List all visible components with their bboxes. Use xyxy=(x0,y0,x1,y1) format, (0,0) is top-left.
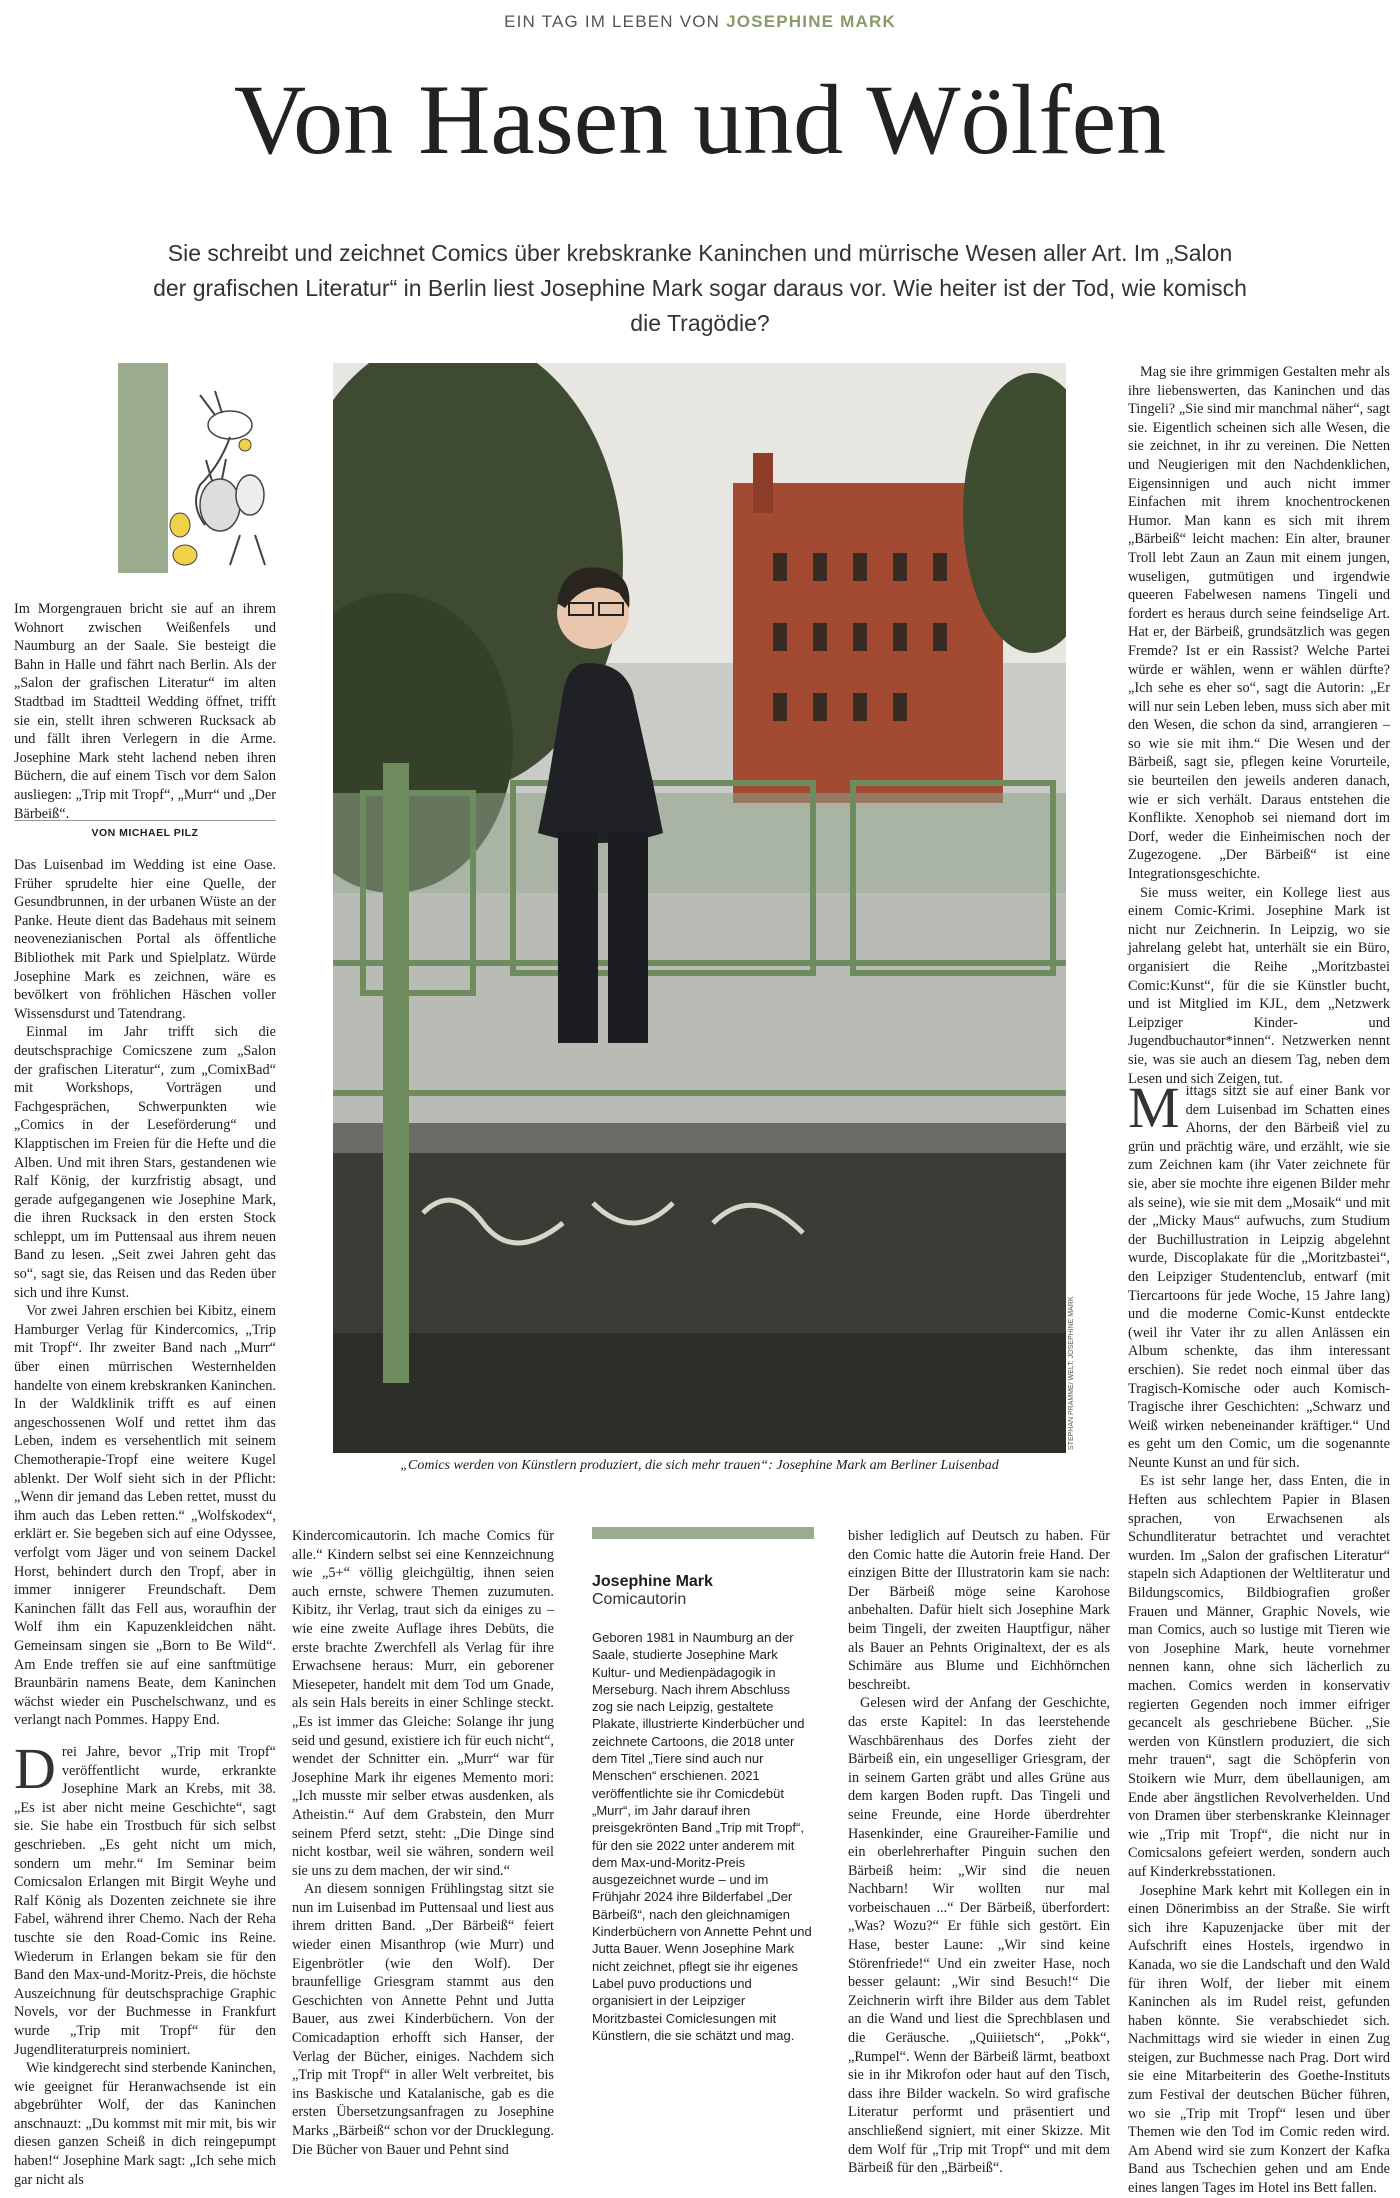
photo-credit: STEPHAN PRAMME/ WELT; JOSEPHINE MARK xyxy=(1068,1296,1075,1450)
paragraph: Mittags sitzt sie auf einer Bank vor dem Luisenbad im Schatten eines Ahorns, der den Bärbeiß viel zu grün und prächtig wäre, und erzählt, wie sie zum Zeichnen kam (ihr Vater zeichnete für sie, aber sie mochte ihre eigenen Bilder mehr als seine), wie sie mit dem „Mosaik“ und mit der „Micky Maus“ aufwuchs, zum Studium der Buchillustration in Leipzig abgelehnt wurde, Discoplakate für die „Moritzbastei“, den Leipziger Studentenclub, entwarf (mit Tiercartoons für jede Woche, 15 Jahre lang) und die moderne Comic-Kunst entdeckte (weil ihr Vater ihr zu allen Anlässen ein Album schenkte, das ihm interessant erschien). Sie redet noch einmal über das Tragisch-Komische oder auch Komisch-Tragische ihrer Geschichten: „Schwarz und Weiß wirken nebeneinander kräftiger.“ Und es geht um den Comic, um die sogenannte Neunte Kunst an und für sich. xyxy=(1128,1075,1390,1471)
info-box-role: Comicautorin xyxy=(592,1591,687,1608)
paragraph: Das Luisenbad im Wedding ist eine Oase. Früher sprudelte hier eine Quelle, der Gesundbrunnen, in der urbanen Wüste an der Panke. Heute dient das Badehaus mit seinem neovenezianischen Portal als öffentliche Bibliothek mit Park und Spielplatz. Würde Josephine Mark es zeichnen, wäre es bevölkert von fröhlichen Häschen voller Wissensdurst und Tatendrang. xyxy=(14,857,276,1022)
paragraph: Einmal im Jahr trifft sich die deutschsprachige Comicszene zum „Salon der grafischen Literatur“, zum „ComixBad“ mit Workshops, Vorträgen und Fachgesprächen, Schwerpunkten wie „Comics in der Leseförderung“ und Klapptischen im Freien für die Hefte und die Alben. Und mit ihren Stars, gestandenen wie Ralf König, der kurzfristig absagt, und gerade aufgegangenen wie Josephine Mark, die ihren Rucksack in den ersten Stock schleppt, um im Puttensaal aus ihrem neuen Band zu lesen. „Seit zwei Jahren geht das so“, sagt sie, das Reisen und das Reden über sich und ihre Kunst. xyxy=(14,1024,276,1301)
paragraph: Gelesen wird der Anfang der Geschichte, das erste Kapitel: In das leerstehende Waschbärenhaus des Dorfes zieht der Bärbeiß ein, ein ungeselliger Griesgram, der in seinem Garten gräbt und alles Grüne aus dem kargen Boden rupft. Das Tingeli und seine Freunde, eine Horde überdrehter Hasenkinder, eine Graureiher-Familie und ein oberlehrerhafter Pinguin suchen den Bärbeiß heim: „Wir sind die neuen Nachbarn! Wir wollten nur mal vorbeischauen ...“ Der Bärbeiß, überfordert: „Was? Wozu?“ Er fühle sich gestört. Ein Hase, bester Laune: „Wir sind keine Störenfriede!“ Und ein zweiter Hase, noch besser gelaunt: „Wir sind Besuch!“ Die Zeichnerin wirft ihre Bilder aus dem Tablet an die Wand und liest die Sprechblasen und die Geräusche. „Quiiietsch“, „Pokk“, „Rumpel“. Wenn der Bärbeiß lärmt, beatboxt sie in ihr Mikrofon oder haut auf den Tisch, dass ihre Bilder wackeln. So wird grafische Literatur performt und präsentiert und anschließend signiert, mit einer Skizze. Mit dem Wolf für „Trip mit Tropf“ und mit dem Bärbeiß für den „Bärbeiß“. xyxy=(848,1695,1110,2177)
column-3 xyxy=(848,1527,1110,2178)
portrait-photo xyxy=(333,363,1066,1453)
photo-caption: „Comics werden von Künstlern produziert, die sich mehr trauen“: Josephine Mark am Berliner Luisenbad xyxy=(400,1458,999,1473)
rabbit-wolf-illustration xyxy=(160,385,280,575)
paragraph: Sie muss weiter, ein Kollege liest aus einem Comic-Krimi. Josephine Mark ist nicht nur Zeichnerin. In Leipzig, wo sie jahrelang gelebt hat, unterhält sie ein Büro, organisiert die Reihe „Moritzbastei Comic:Kunst“, für die sie Künstler bucht, und ist Mitglied im KJL, dem „Netzwerk Leipziger Kinder- und Jugendbuchautor*innen“. Netzwerken nennt sie, was sie auch an diesem Tag, neben dem Lesen und sich Zeigen, tut. xyxy=(1128,884,1390,1087)
lead-paragraph: Im Morgengrauen bricht sie auf an ihrem Wohnort zwischen Weißenfels und Naumburg an der Saale. Sie besteigt die Bahn in Halle und fährt nach Berlin. Als der „Salon der grafischen Literatur“ im alten Stadtbad im Stadtteil Wedding öffnet, trifft sie ein, stellt ihren schweren Rucksack ab und fällt ihren Verlegern in die Arme. Josephine Mark steht lachend neben ihren Büchern, die auf einem Tisch vor dem Salon ausliegen: „Trip mit Tropf“, „Murr“ und „Der Bärbeiß“. xyxy=(14,601,276,822)
paragraph: Drei Jahre, bevor „Trip mit Tropf“ veröffentlicht wurde, erkrankte Josephine Mark an Krebs, mit 38. „Es ist aber nicht meine Geschichte“, sagt sie. Sie habe ein Trostbuch für sich selbst geschrieben. „Es geht nicht um mich, sondern um mehr.“ Im Seminar beim Comicsalon Erlangen mit Birgit Weyhe und Ralf König als Dozenten zeichnete sie ihre Fabel, während ihrer Chemo. Nach der Reha tuschte sie den Road-Comic ins Reine. Wiederum in Erlangen bekam sie für den Band den Max-und-Moritz-Preis, die höchste Auszeichnung für deutschsprachige Graphic Novels, vor der Buchmesse in Frankfurt wurde „Trip mit Tropf“ für den Jugendliteraturpreis nominiert. xyxy=(14,1736,276,2058)
paragraph: bisher lediglich auf Deutsch zu haben. Für den Comic hatte die Autorin freie Hand. Der einzigen Bitte der Illustratorin kam sie nach: Der Bärbeiß möge seine Karohose anbehalten. Dafür hielt sich Josephine Mark beim Tingeli, der zweiten Hauptfigur, näher als Bauer an Pehnts Originaltext, der es als Schimäre aus Blume und Eichhörnchen beschreibt. xyxy=(848,1528,1110,1693)
paragraph: An diesem sonnigen Frühlingstag sitzt sie nun im Luisenbad im Puttensaal und liest aus ihrem dritten Band. „Der Bärbeiß“ feiert wieder einen Misanthrop (wie Murr) und Eigenbrötler (wie den Wolf). Der braunfellige Griesgram stammt aus den Geschichten von Annette Pehnt und Jutta Bauer, aus zwei Kinderbüchern. Von der Comicadaption erhofft sich Hanser, der Verlag der Bücher, einiges. Nachdem sich „Trip mit Tropf“ in aller Welt verbreitet, bis ins Baskische und Katalanische, gab es die ersten Übersetzungsanfragen zu Josephine Marks „Bärbeiß“ schon vor der Drucklegung. Die Bücher von Bauer und Pehnt sind xyxy=(292,1881,554,2158)
paragraph: Kindercomicautorin. Ich mache Comics für alle.“ Kindern selbst sei eine Kennzeichnung wie „5+“ völlig gleichgültig, ihnen seien auch ernste, schwere Themen zuzumuten. Kibitz, ihr Verlag, traut sich da einiges zu – wie eine zweite Auflage ihres Debüts, die erste brachte Zwerchfell als Verlag für ihre Erwachsene heraus: Murr, ein geborener Miesepeter, handelt mit dem Tod um Gnade, als sein Hals bereits in einer Schlinge steckt. „Es ist immer das Gleiche: Solange ihr jung seid und gesund, existiere ich für euch nicht“, wendet der Schnitter ein. „Murr“ war für Josephine Mark ihr eigenes Memento mori: „Ich musste mir selber etwas ausdenken, als Atheistin.“ Auf dem Grabstein, den Murr seinem Pferd setzt, steht: „Die Dinge sind nicht kostbar, weil sie währen, sondern weil sie uns zu dem machen, der wir sind.“ xyxy=(292,1528,554,1879)
info-box-body: Geboren 1981 in Naumburg an der Saale, studierte Josephine Mark Kultur- und Medienpädagogik in Merseburg. Nach ihrem Abschluss zog sie nach Leipzig, gestaltete Plakate, illustrierte Kinderbücher und zeichnete Cartoons, die 2018 unter dem Titel „Tiere sind auch nur Menschen“ erschienen. 2021 veröffentlichte sie ihr Comicdebüt „Murr“, im Jahr darauf ihren preisgekrönten Band „Trip mit Tropf“, für den sie 2022 unter anderem mit dem Max-und-Moritz-Preis ausgezeichnet wurde – und im Frühjahr 2024 ihre Bilderfabel „Der Bärbeiß“, nach den gleichnamigen Kinderbüchern von Annette Pehnt und Jutta Bauer. Wenn Josephine Mark nicht zeichnet, pflegt sie ihr eigenes Label puvo productions und organisiert in der Leipziger Moritzbastei Comiclesungen mit Künstlern, die sie schätzt und mag. xyxy=(592,1630,812,2043)
column-4 xyxy=(1128,363,1390,1088)
info-box xyxy=(592,1527,814,2044)
kicker-name: JOSEPHINE MARK xyxy=(726,12,896,31)
teaser: Sie schreibt und zeichnet Comics über krebskranke Kaninchen und mürrische Wesen aller Art. Im „Salon der grafischen Literatur“ in Berlin liest Josephine Mark sogar daraus vor. Wie heiter ist der Tod, wie komisch die Tragödie? xyxy=(153,240,1247,336)
byline: VON MICHAEL PILZ xyxy=(14,820,276,839)
column-1b xyxy=(14,1736,276,2189)
headline: Von Hasen und Wölfen xyxy=(233,64,1167,175)
column-2 xyxy=(292,1527,554,2159)
paragraph: Mag sie ihre grimmigen Gestalten mehr als ihre liebenswerten, das Kaninchen und das Tingeli? „Sie sind mir manchmal näher“, sagt sie. Eigentlich scheinen sich alle Wesen, die sie zeichnet, in ihr zu vereinen. Die Netten und Neugierigen mit den Nachdenklichen, Eigensinnigen und auch nicht immer Einfachen mit ihrem knochentrockenen Humor. Man kann es sich mit ihrem „Bärbeiß“ leicht machen: Ein alter, brauner Troll lebt Zaun an Zaun mit einem jungen, wuseligen, gutmütigen und irgendwie queeren Fabelwesen namens Tingeli und fordert es heraus durch seine feindselige Art. Hat er, der Bärbeiß, grundsätzlich was gegen Fremde? Ist er ein Rassist? Welche Partei würde er wählen, wenn er wählen dürfte? „Ich sehe es eher so“, sagt die Autorin: „Er will nur sein Leben leben, muss sich aber mit den Wesen, die schon da sind, arrangieren – so wie sie mit ihm.“ Die Wesen und der Bärbeiß, sagt sie, pflegen keine Vorurteile, sie beurteilen den jeweils anderen danach, wie er sich verhält. Daraus entstehen die Konflikte. Xenophob sei niemand dort im Dorf, weder die Einheimischen noch der Zugezogene. „Der Bärbeiß“ ist eine Integrationsgeschichte. xyxy=(1128,364,1390,883)
kicker: EIN TAG IM LEBEN VON JOSEPHINE MARK xyxy=(504,12,896,31)
info-box-accent xyxy=(592,1527,814,1539)
drop-cap: D xyxy=(14,1736,56,1801)
paragraph: Es ist sehr lange her, dass Enten, die in Heften aus schlechtem Papier in Blasen sprachen, von Erwachsenen als Schundliteratur betrachtet und verachtet wurden. Im „Salon der grafischen Literatur“ stapeln sich Adaptionen der Weltliteratur und Bildungscomics, Bildbiografien großer Frauen und Männer, Graphic Novels, wie man Comics, auch so lustige mit Tieren wie von Josephine Mark, heute vornehmer nennen kann, ohne sich lächerlich zu machen. Comics werden in konservativ regierten Gegenden noch immer eifriger gecancelt als geschriebene Bücher. „Sie werden von Künstlern produziert, die sich mehr trauen“, sagt die Schöpferin von Stoikern wie Murr, dem übellaunigen, am Ende aber ängstlichen Revolverhelden. Und von Dramen über sterbenskranke Kleinnager wie „Trip mit Tropf“, die nicht nur in Comicsalons gefeiert werden, sondern auch auf Kinderkrebsstationen. xyxy=(1128,1473,1390,1880)
paragraph: Wie kindgerecht sind sterbende Kaninchen, wie geeignet für Heranwachsende ist ein abgebrühter Wolf, der das Kaninchen anschnauzt: „Du kommst mit mir mit, bis wir diesen ganzen Scheiß in dich reingepumpt haben!“ Josephine Mark sagt: „Ich sehe mich gar nicht als xyxy=(14,2060,276,2188)
column-1 xyxy=(14,856,276,1730)
paragraph: Josephine Mark kehrt mit Kollegen ein in einen Dönerimbiss an der Straße. Sie wirft sich ihre Kapuzenjacke über mit der Aufschrift eines Hostels, irgendwo in Kanada, wo sie die Landschaft und den Wald für ihren Wolf, der lieber mit einem Kaninchen als im Rudel reist, gefunden haben könnte. Sie verabschiedet sich. Nachmittags wird sie wieder in einen Zug steigen, zur Buchmesse nach Prag. Dort wird sie eine Mitarbeiterin des Goethe-Instituts zum Festival der deutschen Bücher führen, wo sie „Trip mit Tropf“ lesen und über Themen wie den Tod im Comic reden wird. Am Abend wird sie zum Konzert der Kafka Band aus Tschechien gehen und am Ende eines langen Tages im Hotel ins Bett fallen. xyxy=(1128,1882,1390,2197)
paragraph: Vor zwei Jahren erschien bei Kibitz, einem Hamburger Verlag für Kindercomics, „Trip mit Tropf“. Ihr zweiter Band nach „Murr“ über einen mürrischen Westernhelden handelte von einem krebskranken Kaninchen. In der Waldklinik trifft es auf einen angeschossenen Wolf und rettet ihm das Leben, indem es versehentlich mit seinem Chemotherapie-Tropf eine weitere Kugel ablenkt. Der Wolf sieht sich in der Pflicht: „Wenn dir jemand das Leben rettet, musst du ihm auch das Leben retten.“ „Wolfskodex“, erklärt er. Sie begeben sich auf eine Odyssee, verfolgt vom Jäger und von seinem Dackel Horst, behindert durch den Tropf, aber in immer innigerer Freundschaft. Dem Kaninchen fällt das Fell aus, woraufhin der Wolf ihm ein Kapuzenkleidchen näht. Gemeinsam singen sie „Born to Be Wild“. Am Ende treffen sie auf eine sanftmütige Braunbärin namens Beate, dem Kaninchen wächst wieder ein Puschelschwanz, und es verlangt nach Pommes. Happy End. xyxy=(14,1303,276,1729)
drop-cap: M xyxy=(1128,1075,1180,1140)
column-4b xyxy=(1128,1075,1390,2198)
info-box-name: Josephine Mark xyxy=(592,1573,713,1590)
